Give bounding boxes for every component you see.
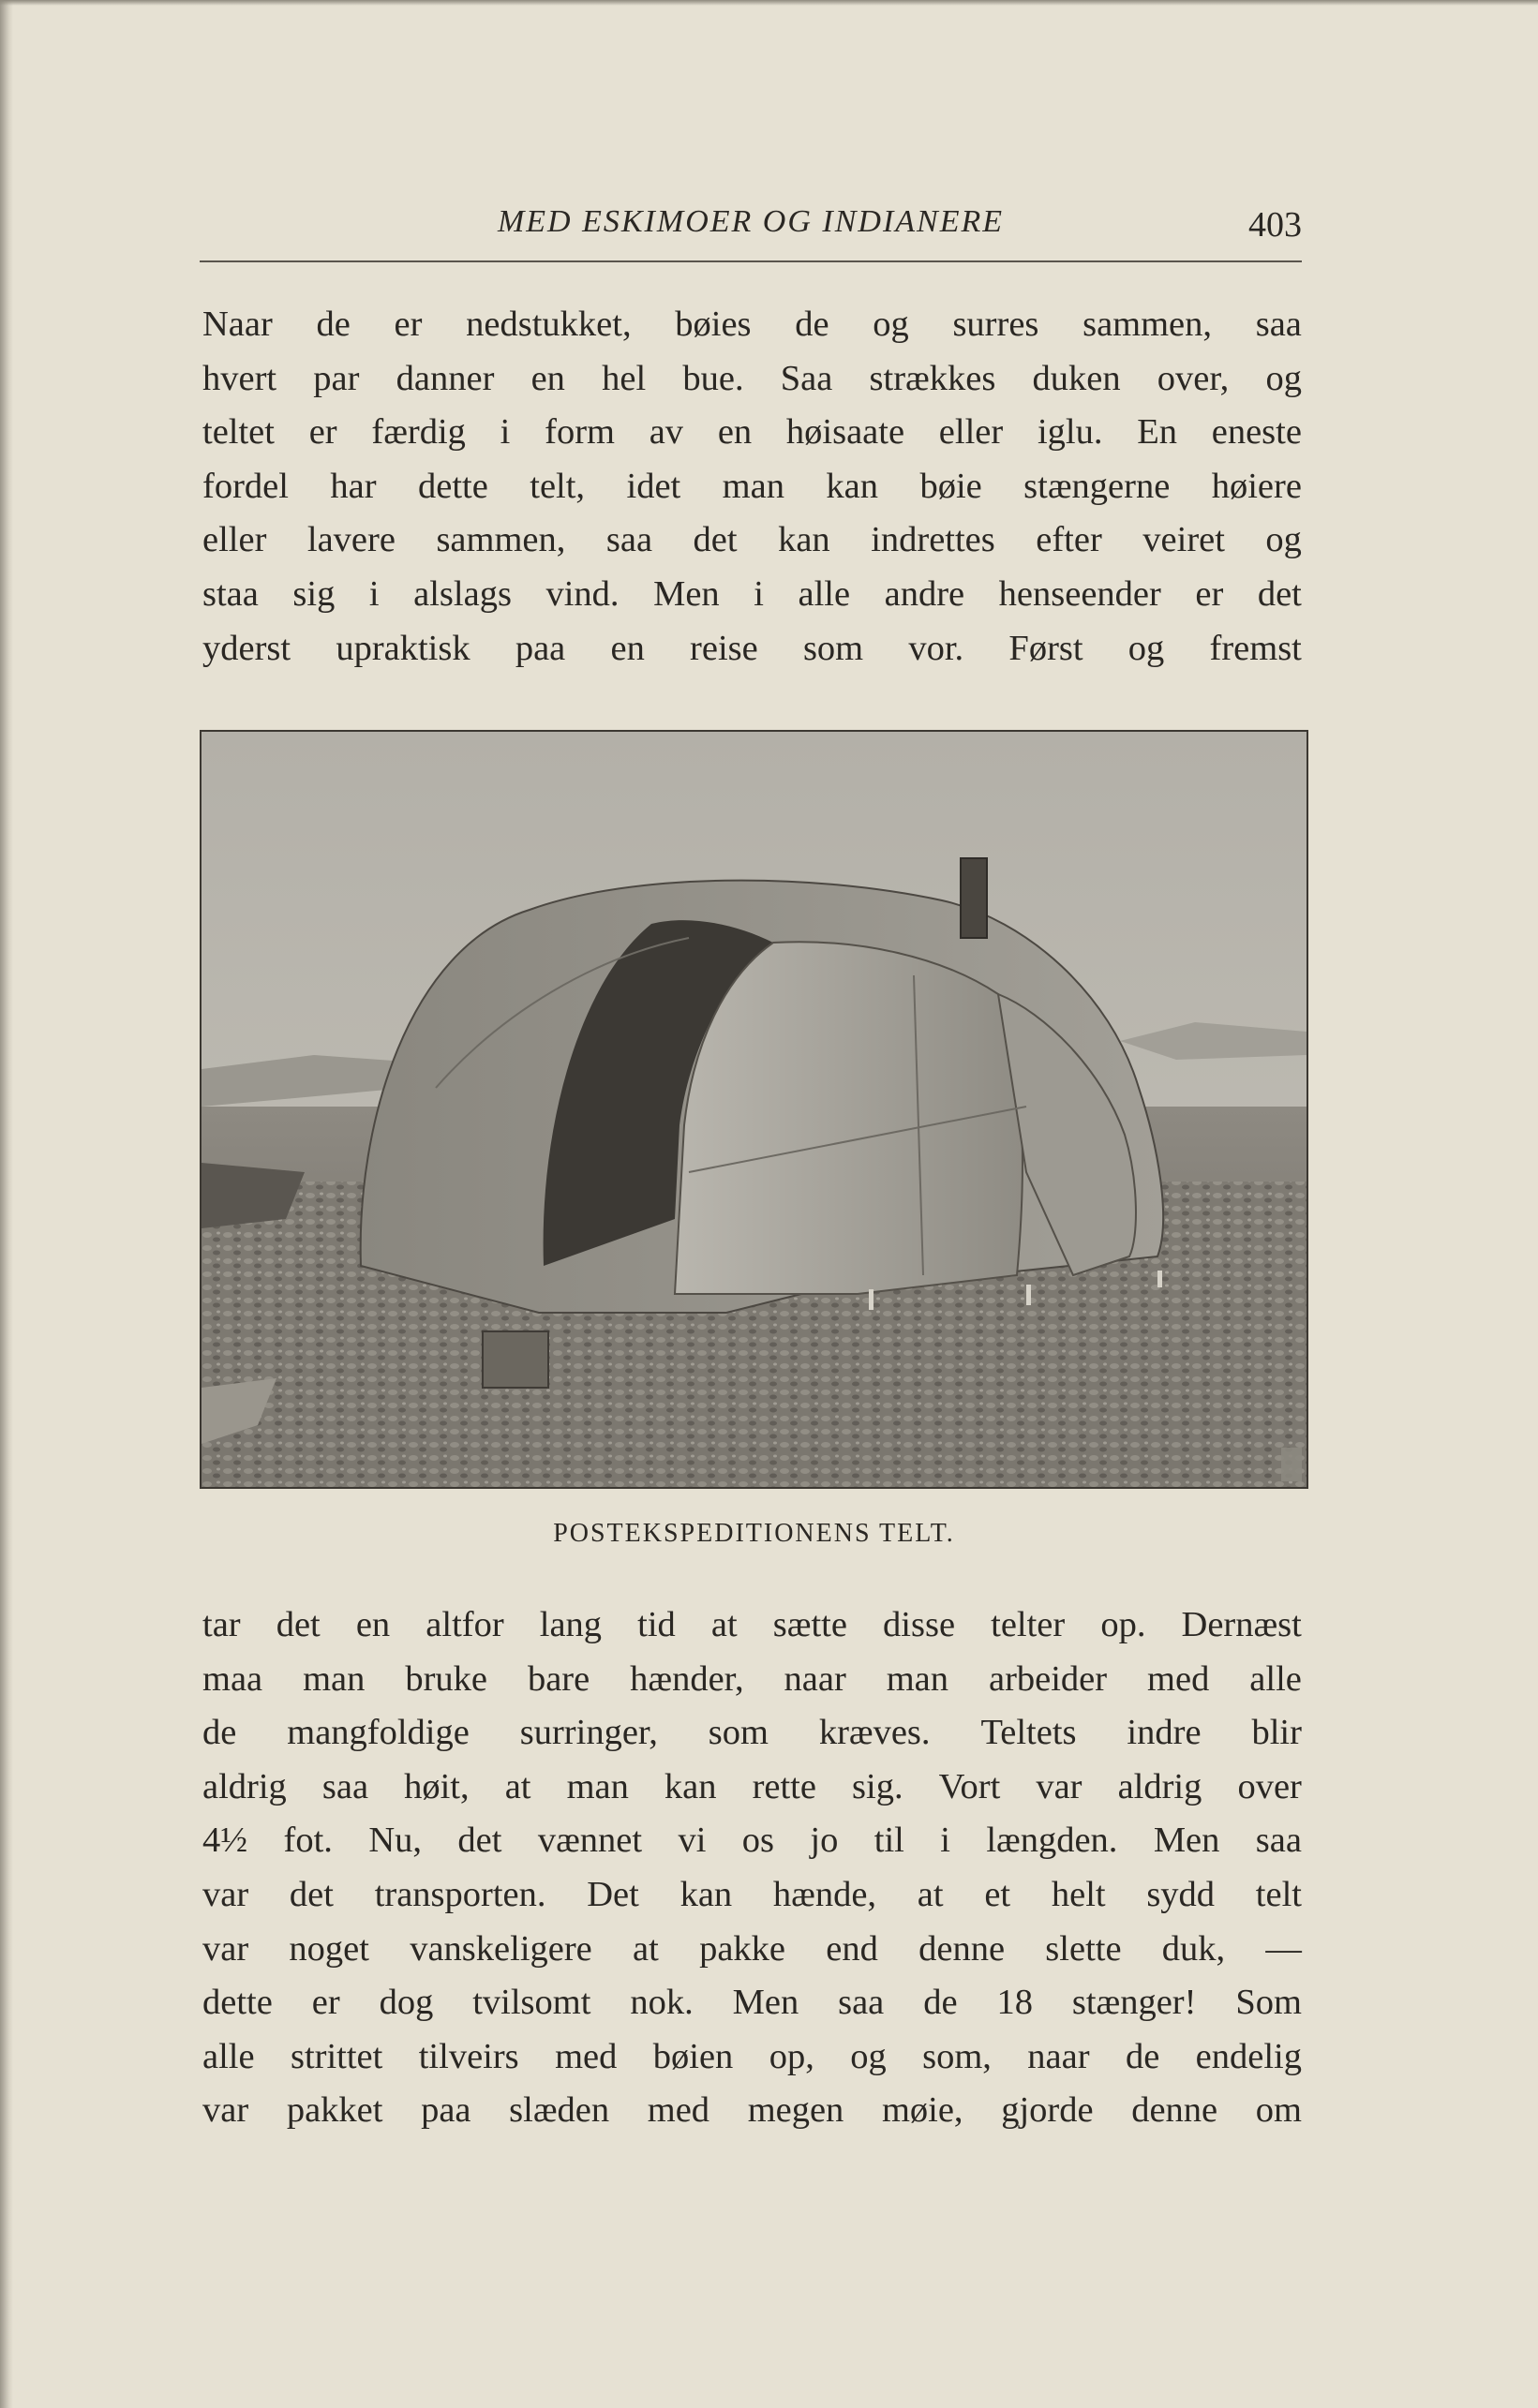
text-line: tar det en altfor lang tid at sætte disse telter op. Dernæst bbox=[202, 1605, 1302, 1644]
text-line: yderst upraktisk paa en reise som vor. Først og fremst bbox=[202, 628, 1302, 668]
page-top-shadow bbox=[0, 0, 1538, 6]
text-line: 4½ fot. Nu, det vænnet vi os jo til i længden. Men saa bbox=[202, 1821, 1302, 1861]
page-header bbox=[200, 204, 1302, 262]
paragraph-bottom bbox=[202, 1598, 1302, 2138]
text-line: fordel har dette telt, idet man kan bøie stængerne høiere bbox=[202, 466, 1302, 506]
text-line: eller lavere sammen, saa det kan indrettes efter veiret og bbox=[202, 520, 1302, 560]
text-line: maa man bruke bare hænder, naar man arbeider med alle bbox=[202, 1658, 1302, 1699]
text-line: de mangfoldige surringer, som kræves. Teltets indre blir bbox=[202, 1713, 1302, 1753]
page-number: 403 bbox=[1248, 205, 1302, 245]
tent-illustration bbox=[202, 732, 1307, 1487]
text-line: var det transporten. Det kan hænde, at et helt sydd telt bbox=[202, 1874, 1302, 1914]
text-line: dette er dog tvilsomt nok. Men saa de 18 stænger! Som bbox=[202, 1983, 1302, 2023]
text-line: staa sig i alslags vind. Men i alle andre henseender er det bbox=[202, 573, 1302, 614]
text-line: var noget vanskeligere at pakke end denne slette duk, — bbox=[202, 1928, 1302, 1969]
page-edge-shadow bbox=[0, 0, 13, 2408]
text-line: Naar de er nedstukket, bøies de og surres sammen, saa bbox=[202, 305, 1302, 344]
tent-photograph bbox=[200, 730, 1308, 1489]
running-title: MED ESKIMOER OG INDIANERE bbox=[497, 204, 1005, 239]
paragraph-top bbox=[202, 298, 1302, 676]
photo-caption: POSTEKSPEDITIONENS TELT. bbox=[553, 1519, 955, 1548]
text-line: alle strittet tilveirs med bøien op, og som, naar de endelig bbox=[202, 2036, 1302, 2076]
text-line: hvert par danner en hel bue. Saa strækkes duken over, og bbox=[202, 358, 1302, 398]
text-line: aldrig saa høit, at man kan rette sig. Vort var aldrig over bbox=[202, 1766, 1302, 1806]
text-line: var pakket paa slæden med megen møie, gjorde denne om bbox=[202, 2090, 1302, 2131]
text-line: teltet er færdig i form av en høisaate eller iglu. En eneste bbox=[202, 412, 1302, 453]
